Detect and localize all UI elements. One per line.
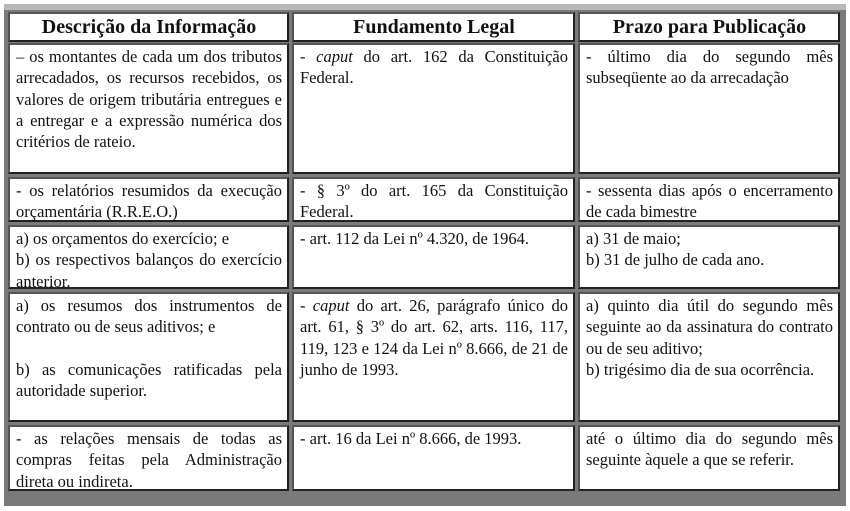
cell-text: a) os resumos dos instrumentos de contrato ou de seus aditivos; e (16, 296, 282, 337)
table-cell-fundamento (292, 43, 575, 174)
table-cell-descricao (8, 425, 289, 491)
header-descricao: Descrição da Informação (8, 12, 289, 42)
table-cell-descricao (8, 177, 289, 222)
cell-text: do art. 26, parágrafo único do art. 61, § 3º do art. 62, arts. 116, 117, 119, 123 e 124 da Lei nº 8.666, de 21 de junho de 1993. (300, 296, 569, 379)
cell-text: do art. 162 da Constituição Federal. (300, 47, 568, 88)
table-cell-prazo (578, 425, 840, 491)
cell-text: b) as comunicações ratificadas pela autoridade superior. (16, 359, 282, 400)
cell-italic-text: caput (316, 47, 353, 66)
table-cell-fundamento (292, 177, 575, 222)
header-prazo: Prazo para Publicação (578, 12, 840, 42)
header-fundamento: Fundamento Legal (292, 12, 575, 42)
table-cell-fundamento (292, 225, 575, 289)
table-cell-fundamento (292, 292, 575, 422)
cell-text: - art. 112 da Lei nº 4.320, de 1964. (300, 229, 530, 248)
cell-text: b) trigésimo dia de sua ocorrência. (586, 359, 815, 379)
cell-text: - § 3º do art. 165 da Constituição Federal. (300, 181, 568, 222)
table-cell-descricao (8, 292, 289, 422)
cell-text: - art. 16 da Lei nº 8.666, de 1993. (300, 429, 522, 448)
cell-text: b) 31 de julho de cada ano. (586, 250, 765, 270)
cell-text: - os relatórios resumidos da execução orçamentária (R.R.E.O.) (16, 181, 282, 222)
cell-text: a) 31 de maio; (586, 229, 681, 248)
table-cell-prazo (578, 43, 840, 174)
cell-text: - sessenta dias após o encerramento de cada bimestre (586, 181, 833, 222)
cell-text: até o último dia do segundo mês seguinte àquele a que se referir. (586, 429, 833, 470)
cell-text: – os montantes de cada um dos tributos arrecadados, os recursos recebidos, os valores de origem tributária entregues e a entregar e a expressão numérica dos critérios de rateio. (16, 47, 282, 152)
table-cell-fundamento (292, 425, 575, 491)
cell-italic-text: caput (312, 296, 350, 315)
table-cell-prazo (578, 292, 840, 422)
cell-text: a) quinto dia útil do segundo mês seguinte ao da assinatura do contrato ou de seu aditivo; (586, 296, 833, 358)
cell-text: a) os orçamentos do exercício; e (16, 229, 230, 248)
cell-text: b) os respectivos balanços do exercício anterior. (16, 250, 282, 291)
cell-text: - as relações mensais de todas as compras feitas pela Administração direta ou indireta. (16, 429, 282, 491)
table-cell-descricao (8, 225, 289, 289)
table-cell-prazo (578, 177, 840, 222)
cell-text: - (300, 296, 313, 315)
table-cell-descricao (8, 43, 289, 174)
cell-text: - (300, 47, 317, 66)
table-cell-prazo (578, 225, 840, 289)
cell-text: - último dia do segundo mês subseqüente ao da arrecadação (586, 47, 833, 88)
